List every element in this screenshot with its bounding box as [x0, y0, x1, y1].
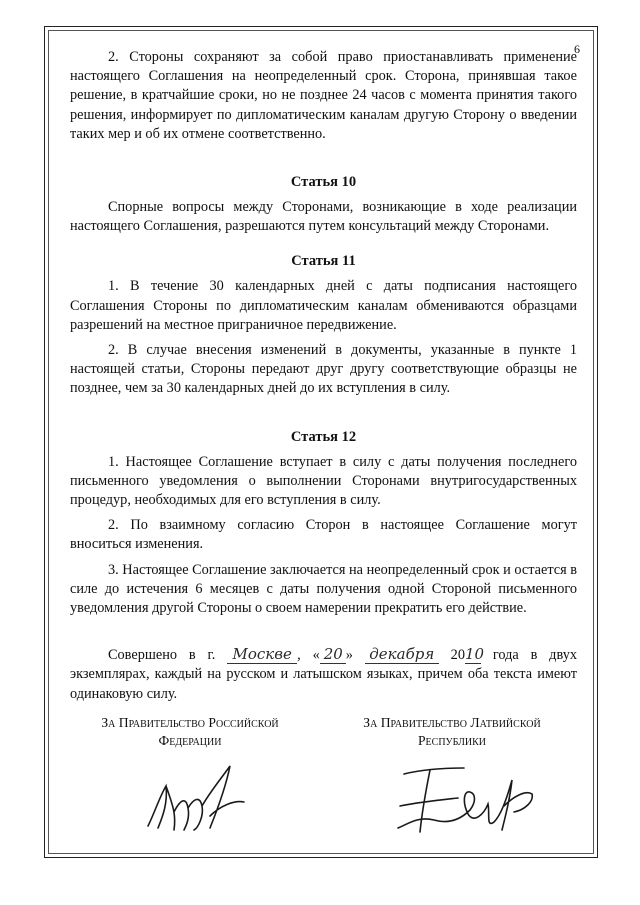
signing-prefix: Совершено в г.: [108, 647, 216, 664]
article-11-title: Статья 11: [291, 253, 356, 270]
signatory-latvia: [332, 714, 572, 750]
signatory-russia-line1: За Правительство Российской: [101, 715, 279, 730]
signing-month: декабря: [369, 645, 435, 664]
article-10-title: Статья 10: [290, 174, 357, 191]
article-11-paragraph-2: 2. В случае внесения изменений в документы, указанные в пункте 1 настоящей статьи, Стороны передают друг другу соответствующие образцы не позднее, чем за 30 календарных дней до их вступления в силу.: [70, 342, 577, 397]
signatory-russia: [70, 714, 310, 750]
paragraph-suspension: 2. Стороны сохраняют за собой право приостанавливать применение настоящего Соглашения на неопределенный срок. Сторона, принявшая такое решение, в кратчайшие сроки, но не позднее 24 часов с момента принятия такого решения, информирует по дипломатическим каналам другую Сторону о введении таких мер и об их отмене соответственно.: [70, 49, 577, 142]
signatory-latvia-line2: Республики: [417, 733, 487, 748]
day-quote-close: »: [345, 647, 353, 664]
signing-paragraph: Совершено в г. Москве , « 20 » декабря 2010 года в двух экземплярах, каждый на русском и латышском языках, причем оба текста имеют одинаковую силу.: [70, 645, 578, 702]
article-10-paragraph: Спорные вопросы между Сторонами, возникающие в ходе реализации настоящего Соглашения, разрешаются путем консультаций между Сторонами.: [70, 199, 577, 235]
signatory-latvia-line1: За Правительство Латвийской: [363, 715, 541, 730]
signing-year-prefix: 20: [450, 647, 465, 664]
signing-city: Москве: [232, 645, 292, 664]
page-number: 6: [574, 42, 580, 56]
signature-latvia-image: [390, 754, 540, 838]
signing-day: 20: [323, 645, 343, 664]
article-11-paragraph-1: 1. В течение 30 календарных дней с даты подписания настоящего Соглашения Стороны по дипломатическим каналам обмениваются образцами разрешений на местное приграничное передвижение.: [70, 278, 577, 333]
article-12-paragraph-2: 2. По взаимному согласию Сторон в настоящее Соглашение могут вноситься изменения.: [70, 517, 577, 553]
signature-russia-image: [140, 756, 260, 840]
signatory-russia-line2: Федерации: [158, 733, 222, 748]
signature-block: [70, 714, 577, 844]
day-quote-open: «: [312, 647, 320, 664]
article-12-paragraph-3: 3. Настоящее Соглашение заключается на неопределенный срок и остается в силе до истечения 6 месяцев с даты получения одной Стороной письменного уведомления другой Стороны о своем намерении прекратить его действие.: [70, 561, 577, 617]
article-12-paragraph-1: 1. Настоящее Соглашение вступает в силу с даты получения последнего письменного уведомления о выполнении Сторонами внутригосударственных процедур, необходимых для его вступления в силу.: [70, 453, 577, 509]
signing-year-suffix: 10: [464, 645, 485, 664]
document-body: [70, 48, 577, 704]
signing-rest: года в двух экземплярах, каждый на русском и латышском языках, причем оба текста имеют одинаковую силу.: [70, 647, 578, 702]
article-12-title: Статья 12: [290, 428, 357, 445]
